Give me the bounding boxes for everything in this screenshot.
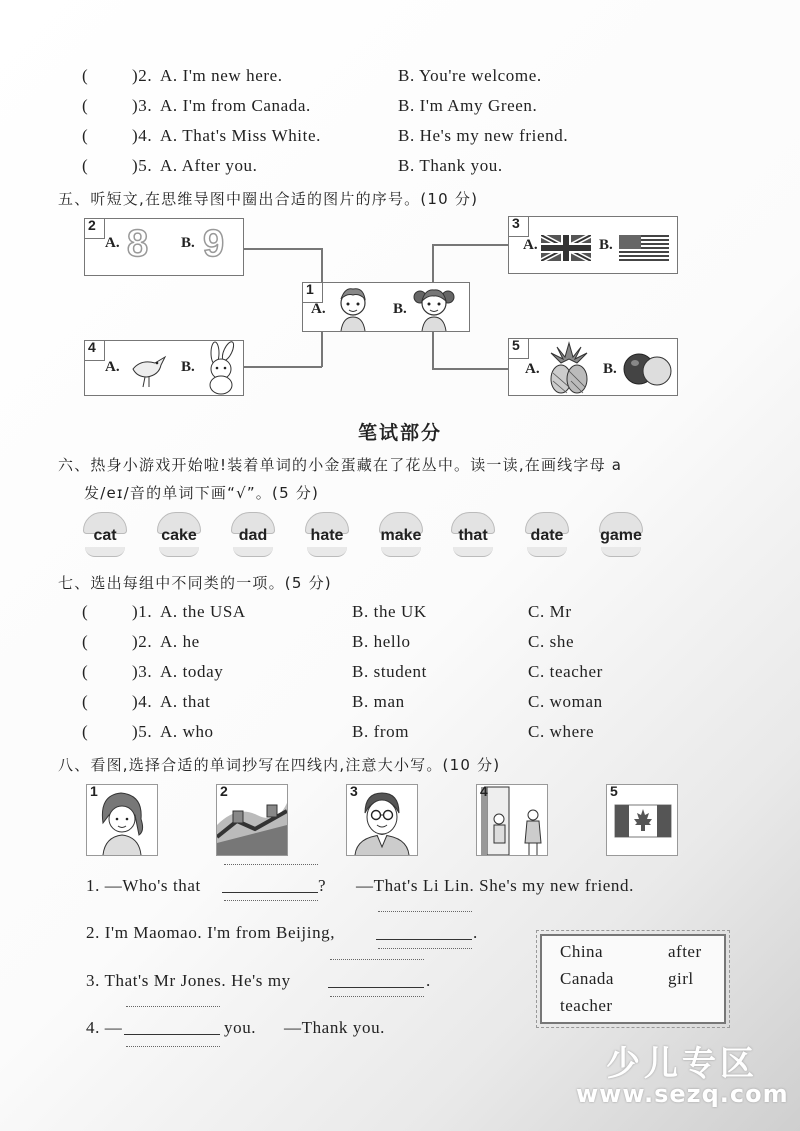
option-a: A. the USA bbox=[160, 602, 246, 621]
item-number: )2. bbox=[132, 66, 153, 85]
q2-text: 2. I'm Maomao. I'm from Beijing, bbox=[86, 923, 336, 942]
option-b-label[interactable]: B. bbox=[599, 237, 613, 253]
connector-line bbox=[432, 368, 508, 370]
picture-number: 3 bbox=[350, 783, 358, 799]
egg-word: dad bbox=[238, 527, 268, 544]
word-bank-box bbox=[540, 934, 726, 1024]
part7-heading: 七、选出每组中不同类的一项。(5 分) bbox=[58, 574, 332, 592]
q3-answer-blank[interactable] bbox=[328, 987, 424, 988]
option-b: B. You're welcome. bbox=[398, 66, 542, 85]
q1-question-mark: ? bbox=[318, 876, 327, 895]
option-b-label[interactable]: B. bbox=[603, 361, 617, 377]
option-a: A. After you. bbox=[160, 156, 258, 175]
part6-heading-line2: 发/eɪ/音的单词下画“√”。(5 分) bbox=[84, 484, 320, 502]
egg-word: game bbox=[600, 527, 642, 544]
option-b: B. the UK bbox=[352, 602, 427, 621]
option-c: C. she bbox=[528, 632, 575, 651]
option-b: B. I'm Amy Green. bbox=[398, 96, 538, 115]
answer-paren[interactable]: ( bbox=[82, 156, 88, 175]
option-b: B. He's my new friend. bbox=[398, 126, 569, 145]
connector-line bbox=[244, 366, 322, 368]
egg-word-item[interactable] bbox=[376, 512, 426, 560]
q3-text: 3. That's Mr Jones. He's my bbox=[86, 971, 291, 990]
item-number: )5. bbox=[132, 722, 153, 741]
number-nine-image: 9 bbox=[203, 223, 225, 265]
answer-paren[interactable]: ( bbox=[82, 126, 88, 145]
part8-heading: 八、看图,选择合适的单词抄写在四线内,注意大小写。(10 分) bbox=[58, 756, 501, 774]
map-box-1 bbox=[302, 282, 470, 332]
us-flag-icon bbox=[619, 235, 669, 261]
egg-word: that bbox=[458, 527, 488, 544]
map-box-5 bbox=[508, 338, 678, 396]
map-box-4 bbox=[84, 340, 244, 396]
option-a-label[interactable]: A. bbox=[525, 361, 540, 377]
egg-word: hate bbox=[310, 527, 344, 544]
pineapple-icon bbox=[545, 341, 593, 395]
option-b-label[interactable]: B. bbox=[181, 235, 195, 251]
q1-question: 1. —Who's that bbox=[86, 876, 201, 895]
box-number: 3 bbox=[512, 215, 520, 231]
answer-paren[interactable]: ( bbox=[82, 722, 88, 741]
option-a: A. I'm from Canada. bbox=[160, 96, 311, 115]
connector-line bbox=[432, 244, 434, 282]
orange-icon bbox=[623, 351, 673, 387]
option-a: A. he bbox=[160, 632, 200, 651]
item-number: )1. bbox=[132, 602, 153, 621]
answer-paren[interactable]: ( bbox=[82, 96, 88, 115]
option-c: C. teacher bbox=[528, 662, 603, 681]
item-number: )3. bbox=[132, 96, 153, 115]
picture-door-after-you bbox=[476, 784, 548, 856]
q4-answer-blank[interactable] bbox=[124, 1034, 220, 1035]
option-a: A. that bbox=[160, 692, 211, 711]
option-c: C. woman bbox=[528, 692, 603, 711]
answer-paren[interactable]: ( bbox=[82, 632, 88, 651]
option-a: A. today bbox=[160, 662, 224, 681]
map-box-2 bbox=[84, 218, 244, 276]
bird-icon bbox=[127, 349, 171, 389]
option-a-label[interactable]: A. bbox=[311, 301, 326, 317]
number-eight-image: 8 bbox=[127, 223, 149, 265]
connector-line bbox=[432, 332, 434, 369]
picture-number: 5 bbox=[610, 783, 618, 799]
connector-line bbox=[321, 332, 323, 367]
option-a: A. That's Miss White. bbox=[160, 126, 321, 145]
girl-icon bbox=[411, 285, 457, 331]
option-b: B. student bbox=[352, 662, 427, 681]
box-number: 1 bbox=[306, 281, 314, 297]
rabbit-icon bbox=[201, 341, 241, 395]
option-b: B. Thank you. bbox=[398, 156, 503, 175]
egg-word-item[interactable] bbox=[596, 512, 646, 560]
egg-word: make bbox=[380, 527, 422, 544]
option-a-label[interactable]: A. bbox=[105, 235, 120, 251]
map-box-3 bbox=[508, 216, 678, 274]
item-number: )4. bbox=[132, 692, 153, 711]
word-bank-word: after bbox=[668, 942, 702, 961]
picture-number: 2 bbox=[220, 783, 228, 799]
connector-line bbox=[432, 244, 508, 246]
option-b: B. from bbox=[352, 722, 410, 741]
picture-great-wall bbox=[216, 784, 288, 856]
item-number: )2. bbox=[132, 632, 153, 651]
egg-word: cat bbox=[93, 527, 117, 544]
egg-word-item[interactable] bbox=[522, 512, 572, 560]
word-bank-word: China bbox=[560, 942, 604, 961]
option-c: C. Mr bbox=[528, 602, 572, 621]
word-bank-word: girl bbox=[668, 969, 694, 988]
egg-word: cake bbox=[161, 527, 197, 544]
q4-start: 4. — bbox=[86, 1018, 123, 1037]
boy-icon bbox=[333, 285, 373, 331]
q1-answer-blank[interactable] bbox=[222, 892, 318, 893]
box-number: 5 bbox=[512, 337, 520, 353]
item-number: )4. bbox=[132, 126, 153, 145]
egg-word-item[interactable] bbox=[80, 512, 130, 560]
part5-heading: 五、听短文,在思维导图中圈出合适的图片的序号。(10 分) bbox=[58, 190, 479, 208]
option-b-label[interactable]: B. bbox=[181, 359, 195, 375]
item-number: )3. bbox=[132, 662, 153, 681]
watermark-url: www.sezq.com bbox=[576, 1080, 789, 1108]
picture-canada-flag bbox=[606, 784, 678, 856]
option-a-label[interactable]: A. bbox=[105, 359, 120, 375]
egg-word-item[interactable] bbox=[228, 512, 278, 560]
written-section-title: 笔试部分 bbox=[357, 422, 442, 444]
q1-response: —That's Li Lin. She's my new friend. bbox=[356, 876, 634, 895]
picture-number: 1 bbox=[90, 783, 98, 799]
box-number: 4 bbox=[88, 339, 96, 355]
egg-word-item[interactable] bbox=[448, 512, 498, 560]
egg-word: date bbox=[530, 527, 564, 544]
option-a: A. I'm new here. bbox=[160, 66, 283, 85]
option-b: B. man bbox=[352, 692, 405, 711]
box-number: 2 bbox=[88, 217, 96, 233]
picture-teacher bbox=[346, 784, 418, 856]
picture-number: 4 bbox=[480, 783, 488, 799]
option-a-label[interactable]: A. bbox=[523, 237, 538, 253]
connector-line bbox=[321, 248, 323, 282]
answer-paren[interactable]: ( bbox=[82, 602, 88, 621]
q4-mid: you. bbox=[224, 1018, 257, 1037]
q2-end: . bbox=[473, 923, 478, 942]
connector-line bbox=[244, 248, 322, 250]
q3-end: . bbox=[426, 971, 431, 990]
option-c: C. where bbox=[528, 722, 595, 741]
answer-paren[interactable]: ( bbox=[82, 66, 88, 85]
answer-paren[interactable]: ( bbox=[82, 662, 88, 681]
word-bank-word: teacher bbox=[560, 996, 613, 1015]
option-b: B. hello bbox=[352, 632, 411, 651]
option-a: A. who bbox=[160, 722, 214, 741]
item-number: )5. bbox=[132, 156, 153, 175]
picture-girl bbox=[86, 784, 158, 856]
q2-answer-blank[interactable] bbox=[376, 939, 472, 940]
part6-heading-line1: 六、热身小游戏开始啦!装着单词的小金蛋藏在了花丛中。读一读,在画线字母 a bbox=[58, 456, 623, 474]
uk-flag-icon bbox=[541, 235, 591, 261]
egg-word-item[interactable] bbox=[154, 512, 204, 560]
word-bank-word: Canada bbox=[560, 969, 614, 988]
egg-word-item[interactable] bbox=[302, 512, 352, 560]
option-b-label[interactable]: B. bbox=[393, 301, 407, 317]
q4-response: —Thank you. bbox=[284, 1018, 386, 1037]
answer-paren[interactable]: ( bbox=[82, 692, 88, 711]
watermark-logo-text: 少儿专区 bbox=[606, 1044, 758, 1084]
